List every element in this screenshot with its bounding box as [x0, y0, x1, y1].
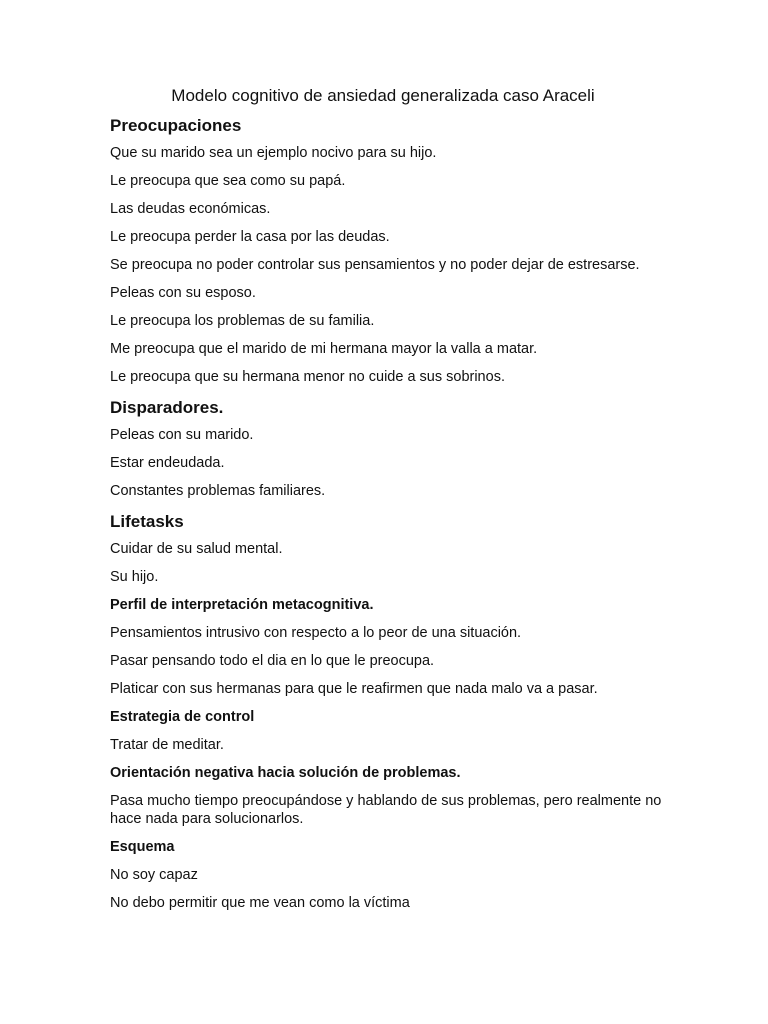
section-orientacion-negativa: [110, 764, 670, 828]
list-item: Pasa mucho tiempo preocupándose y hablando de sus problemas, pero realmente no hace nada para solucionarlos.: [110, 793, 662, 827]
list-item: Se preocupa no poder controlar sus pensamientos y no poder dejar de estresarse.: [110, 257, 640, 273]
list-item: Peleas con su marido.: [110, 427, 254, 443]
list-item: No soy capaz: [110, 867, 198, 883]
list-item: Le preocupa que su hermana menor no cuide a sus sobrinos.: [110, 369, 505, 385]
list-item: Le preocupa los problemas de su familia.: [110, 313, 375, 329]
list-item: Que su marido sea un ejemplo nocivo para su hijo.: [110, 145, 437, 161]
list-item: Su hijo.: [110, 569, 159, 585]
section-disparadores: [110, 396, 670, 500]
list-item: Me preocupa que el marido de mi hermana mayor la valla a matar.: [110, 341, 538, 357]
section-heading: Lifetasks: [110, 512, 184, 531]
section-estrategia-control: [110, 708, 670, 754]
list-item: Constantes problemas familiares.: [110, 483, 326, 499]
section-esquema: [110, 838, 670, 912]
section-lifetasks: [110, 510, 670, 586]
section-perfil-metacognitivo: [110, 596, 670, 698]
section-heading: Preocupaciones: [110, 116, 242, 135]
list-item: Platicar con sus hermanas para que le reafirmen que nada malo va a pasar.: [110, 681, 598, 697]
list-item: Pasar pensando todo el dia en lo que le preocupa.: [110, 653, 435, 669]
list-item: Tratar de meditar.: [110, 737, 224, 753]
list-item: Pensamientos intrusivo con respecto a lo peor de una situación.: [110, 625, 522, 641]
section-heading: Disparadores.: [110, 398, 224, 417]
section-preocupaciones: [110, 114, 670, 386]
document-title: Modelo cognitivo de ansiedad generalizada caso Araceli: [171, 86, 595, 105]
list-item: Le preocupa perder la casa por las deudas.: [110, 229, 390, 245]
section-heading: Orientación negativa hacia solución de problemas.: [110, 765, 461, 781]
list-item: Las deudas económicas.: [110, 201, 271, 217]
document-content: [110, 84, 670, 922]
section-heading: Perfil de interpretación metacognitiva.: [110, 597, 374, 613]
list-item: Le preocupa que sea como su papá.: [110, 173, 346, 189]
list-item: No debo permitir que me vean como la víctima: [110, 895, 410, 911]
list-item: Peleas con su esposo.: [110, 285, 256, 301]
list-item: Estar endeudada.: [110, 455, 225, 471]
section-heading: Esquema: [110, 839, 175, 855]
list-item: Cuidar de su salud mental.: [110, 541, 283, 557]
section-heading: Estrategia de control: [110, 709, 255, 725]
